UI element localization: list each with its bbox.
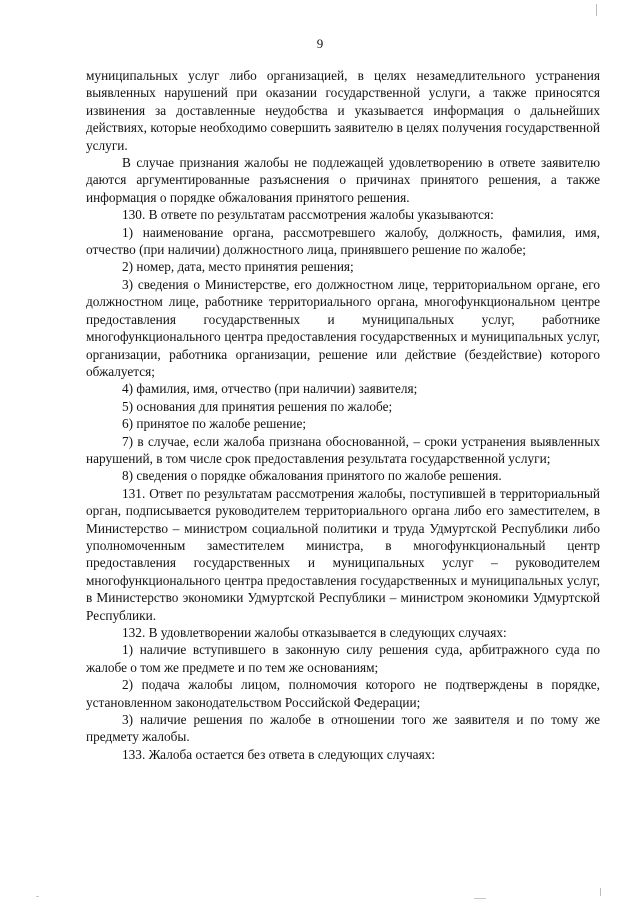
scan-artifact [36,896,39,897]
list-item-132-1: 1) наличие вступившего в законную силу решения суда, арбитражного суда по жалобе о том же предмете и по тем же основаниям; [86,642,600,675]
list-item-132-3: 3) наличие решения по жалобе в отношении того же заявителя и по тому же предмету жалобы. [86,712,600,745]
list-item-130-7: 7) в случае, если жалоба признана обоснованной, – сроки устранения выявленных нарушений, в том числе срок предоставления результата государственной услуги; [86,433,600,466]
scan-artifact [474,898,486,899]
paragraph-133-heading: 133. Жалоба остается без ответа в следующих случаях: [122,746,436,762]
paragraph-132-heading: 132. В удовлетворении жалобы отказывается в следующих случаях: [122,625,507,640]
list-item-130-4: 4) фамилия, имя, отчество (при наличии) заявителя; [122,381,418,397]
paragraph-130-heading: 130. В ответе по результатам рассмотрения жалобы указываются: [122,207,494,223]
list-item-130-6: 6) принятое по жалобе решение; [122,416,307,432]
document-body [86,67,600,763]
list-item-130-3: 3) сведения о Министерстве, его должностном лице, территориальном органе, его должностном лице, работнике территориального органа, многофункциональном центре предоставления государственных и муниципальных услуг, работнике многофункционального центра предоставления государственных и муниципальных услуг, организации, работника организации, решение или действие (бездействие) которого обжалуется; [86,276,600,379]
list-item-130-1: 1) наименование органа, рассмотревшего жалобу, должность, фамилия, имя, отчество (при наличии) должностного лица, принявшего решение по жалобе; [86,224,600,258]
list-item-132-2: 2) подача жалобы лицом, полномочия которого не подтверждены в порядке, установленном законодательством Российской Федерации; [86,677,600,710]
list-item-130-5: 5) основания для принятия решения по жалобе; [122,398,393,414]
list-item-130-8: 8) сведения о порядке обжалования принятого по жалобе решения. [122,468,502,484]
paragraph-rejection-info: В случае признания жалобы не подлежащей удовлетворению в ответе заявителю даются аргументированные разъяснения о причинах принятого решения, а также информация о порядке обжалования принятого решения. [86,155,600,205]
page-number: 9 [316,36,324,51]
scan-artifact [600,888,601,896]
paragraph-131: 131. Ответ по результатам рассмотрения жалобы, поступившей в территориальный орган, подписывается руководителем территориального органа либо его заместителем, в Министерство – министром социальной политики и труда Удмуртской Республики либо уполномоченным заместителем министра, в многофункциональный центр предоставления государственных и муниципальных услуг – руководителем многофункционального центра предоставления государственных и муниципальных услуг, в Министерство экономики Удмуртской Республики – министром экономики Удмуртской Республики. [86,485,600,623]
scan-artifact [596,4,597,16]
list-item-130-2: 2) номер, дата, место принятия решения; [122,259,354,275]
paragraph-continuation: муниципальных услуг либо организацией, в целях незамедлительного устранения выявленных нарушений при оказании государственной услуги, а также приносятся извинения за доставленные неудобства и указывается информация о дальнейших действиях, которые необходимо совершить заявителю в целях получения государственной услуги. [86,68,600,153]
